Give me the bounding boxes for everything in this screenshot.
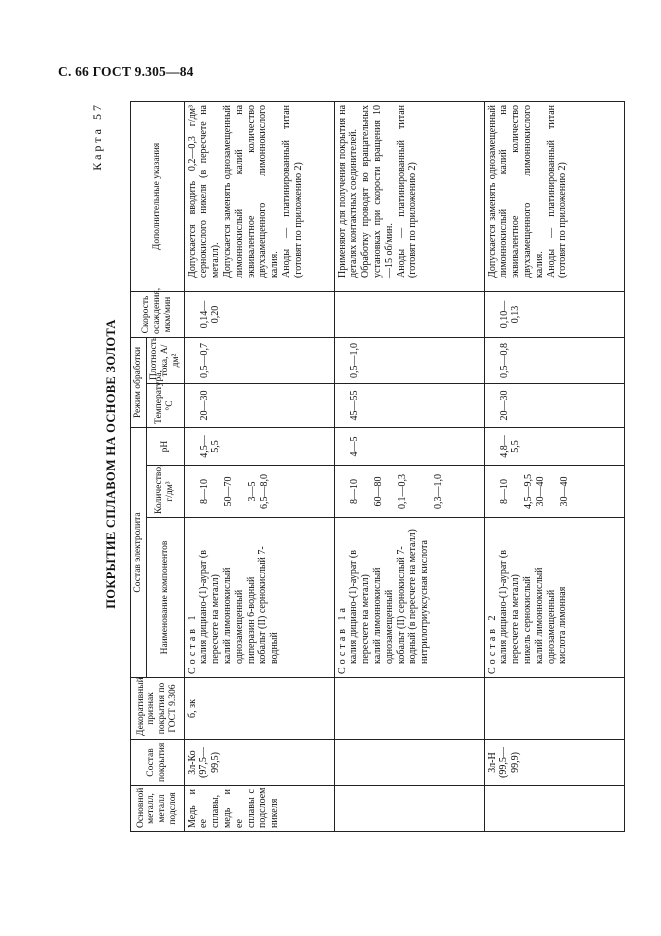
temperature-value: 45—55: [348, 390, 360, 421]
current-density-cell: [484, 337, 624, 383]
ph-value: 4,5—5,5: [198, 435, 222, 458]
temperature-value: 20—30: [198, 390, 210, 421]
component-name: пиперазин 6-водный: [245, 576, 257, 664]
coating-cell: [334, 740, 484, 786]
current-density-cell: [334, 337, 484, 383]
table-row: [484, 101, 624, 831]
header-current-density: Плотность тока, А/дм²: [146, 337, 184, 383]
note: Допускается заменять однозамещенный лимоннокислый калий на эквивалентное количество двухзамещенного лимоннокислого калия.: [486, 104, 545, 278]
temperature-cell: [484, 383, 624, 427]
current-density-cell: [184, 337, 334, 383]
temperature-cell: [334, 383, 484, 427]
notes-cell: [484, 101, 624, 291]
components-cell: [334, 518, 484, 678]
electrolyte-title: Состав 2: [486, 612, 498, 674]
rate-cell: [184, 291, 334, 337]
ph-value: 4—5: [348, 436, 360, 457]
decorative-cell: [334, 678, 484, 740]
header-quantity: Количество, г/дм³: [146, 466, 184, 518]
note: Обработку проводят во вращательных установках при скорости вращения 10—15 об/мин.: [360, 104, 395, 278]
header-deposition-rate: Скорость осаждения, мкм/мин: [131, 291, 185, 337]
ph-cell: [334, 427, 484, 465]
temperature-cell: [184, 383, 334, 427]
component-name: калия дициано-(1)-аурат (в пересчете на металл): [348, 550, 372, 664]
note: Допускается вводить 0,2—0,3 г/дм³ сернокислого никеля (в пересчете на металл).: [186, 104, 222, 278]
component-name: нитрилотриуксусная кислота: [419, 540, 431, 664]
current-density-value: 0,5—0,8: [498, 342, 510, 378]
component-quantity: 0,1—0,3: [396, 474, 408, 509]
note: Аноды — платинированный титан (готовят по приложению 2): [395, 104, 419, 278]
base-metal-cell: Медь и ее сплавы, медь и ее сплавы с подслоем никеля: [184, 786, 334, 832]
quantity-cell: [484, 466, 624, 518]
component-name: калия дициано-(1)-аурат (в пересчете на металл): [498, 550, 522, 664]
coating-cell: Зл-Ко (97,5—99,5): [184, 740, 334, 786]
header-component-name: Наименование компонентов: [146, 518, 184, 678]
table-title: ПОКРЫТИЕ СПЛАВОМ НА ОСНОВЕ ЗОЛОТА: [104, 319, 118, 609]
notes-cell: [334, 101, 484, 291]
notes-cell: [184, 101, 334, 291]
note: Применяют для получения покрытия на деталях контактных соединителей.: [336, 104, 360, 278]
component-quantity: 8—10: [198, 479, 210, 504]
component-name: кислота лимонная: [557, 586, 569, 664]
components-cell: [484, 518, 624, 678]
card-label: Карта 57: [90, 102, 104, 171]
table-row: [334, 101, 484, 831]
component-name: калий лимоннокислый однозамещенный: [372, 567, 395, 664]
component-quantity: 50—70: [222, 476, 234, 507]
electrolyte-title: Состав 1: [186, 612, 198, 674]
note: Аноды — платинированный титан (готовят по приложению 2): [281, 104, 304, 278]
ph-cell: [184, 427, 334, 465]
component-name: калий лимоннокислый однозамещенный: [533, 567, 557, 664]
note: Аноды — платинированный титан (готовят по приложению 2): [545, 104, 569, 278]
component-name: кобальт (II) сернокислый 7-водный (в пересчете на металл): [395, 529, 419, 664]
rotated-table-area: [92, 96, 600, 832]
component-name: калия дициано-(1)-аурат (в пересчете на металл): [198, 550, 222, 664]
component-quantity: 8—10: [348, 479, 360, 504]
header-base-metal: Основной металл, металл подслоя: [131, 786, 185, 832]
rate-cell: [484, 291, 624, 337]
component-quantity: 6,5—8,0: [258, 474, 270, 509]
component-name: кобальт (II) сернокислый 7-водный: [257, 546, 281, 664]
current-density-value: 0,5—0,7: [198, 342, 210, 378]
header-notes: Дополнительные указания: [131, 101, 185, 291]
temperature-value: 20—30: [498, 390, 510, 421]
component-quantity: 0,3—1,0: [432, 474, 444, 509]
electrolyte-title: Состав 1а: [336, 605, 348, 674]
rate-cell: [334, 291, 484, 337]
page-header: С. 66 ГОСТ 9.305—84: [58, 64, 194, 79]
component-quantity: 30—40: [558, 476, 570, 507]
components-cell: [184, 518, 334, 678]
component-quantity: 4,5—9,5: [522, 474, 534, 509]
coating-cell: Зл-Н (99,5—99,9): [484, 740, 624, 786]
component-name: никель сернокислый: [522, 576, 534, 664]
component-quantity: 60—80: [372, 476, 384, 507]
base-metal-cell: [334, 786, 484, 832]
rate-value: 0,14—0,20: [198, 300, 222, 329]
decorative-cell: б, зк: [184, 678, 334, 740]
decorative-cell: [484, 678, 624, 740]
component-quantity: 8—10: [498, 479, 510, 504]
component-quantity: 30—40: [534, 476, 546, 507]
current-density-value: 0,5—1,0: [348, 342, 360, 378]
rate-value: 0,10—0,13: [498, 300, 522, 329]
header-mode-group: Режим обработки: [131, 337, 147, 427]
base-metal-cell: [484, 786, 624, 832]
ph-cell: [484, 427, 624, 465]
header-ph: pH: [146, 427, 184, 465]
header-coating-composition: Состав покрытия: [131, 740, 185, 786]
header-decorative: Декоративный признак покрытия по ГОСТ 9.306: [131, 678, 185, 740]
quantity-cell: [334, 466, 484, 518]
quantity-cell: [184, 466, 334, 518]
component-name: калий лимоннокислый однозамещенный: [222, 567, 245, 664]
component-quantity: 3—5: [246, 481, 258, 502]
header-temperature: Температура, °С: [146, 383, 184, 427]
coating-table: [130, 101, 625, 832]
table-row: [184, 101, 334, 831]
ph-value: 4,8—5,5: [498, 435, 522, 458]
header-electrolyte-group: Состав электролита: [131, 427, 147, 677]
note: Допускается заменять однозамещенный лимоннокислый калий на эквивалентное количество двухзамещенного лимоннокислого калия.: [222, 104, 281, 278]
